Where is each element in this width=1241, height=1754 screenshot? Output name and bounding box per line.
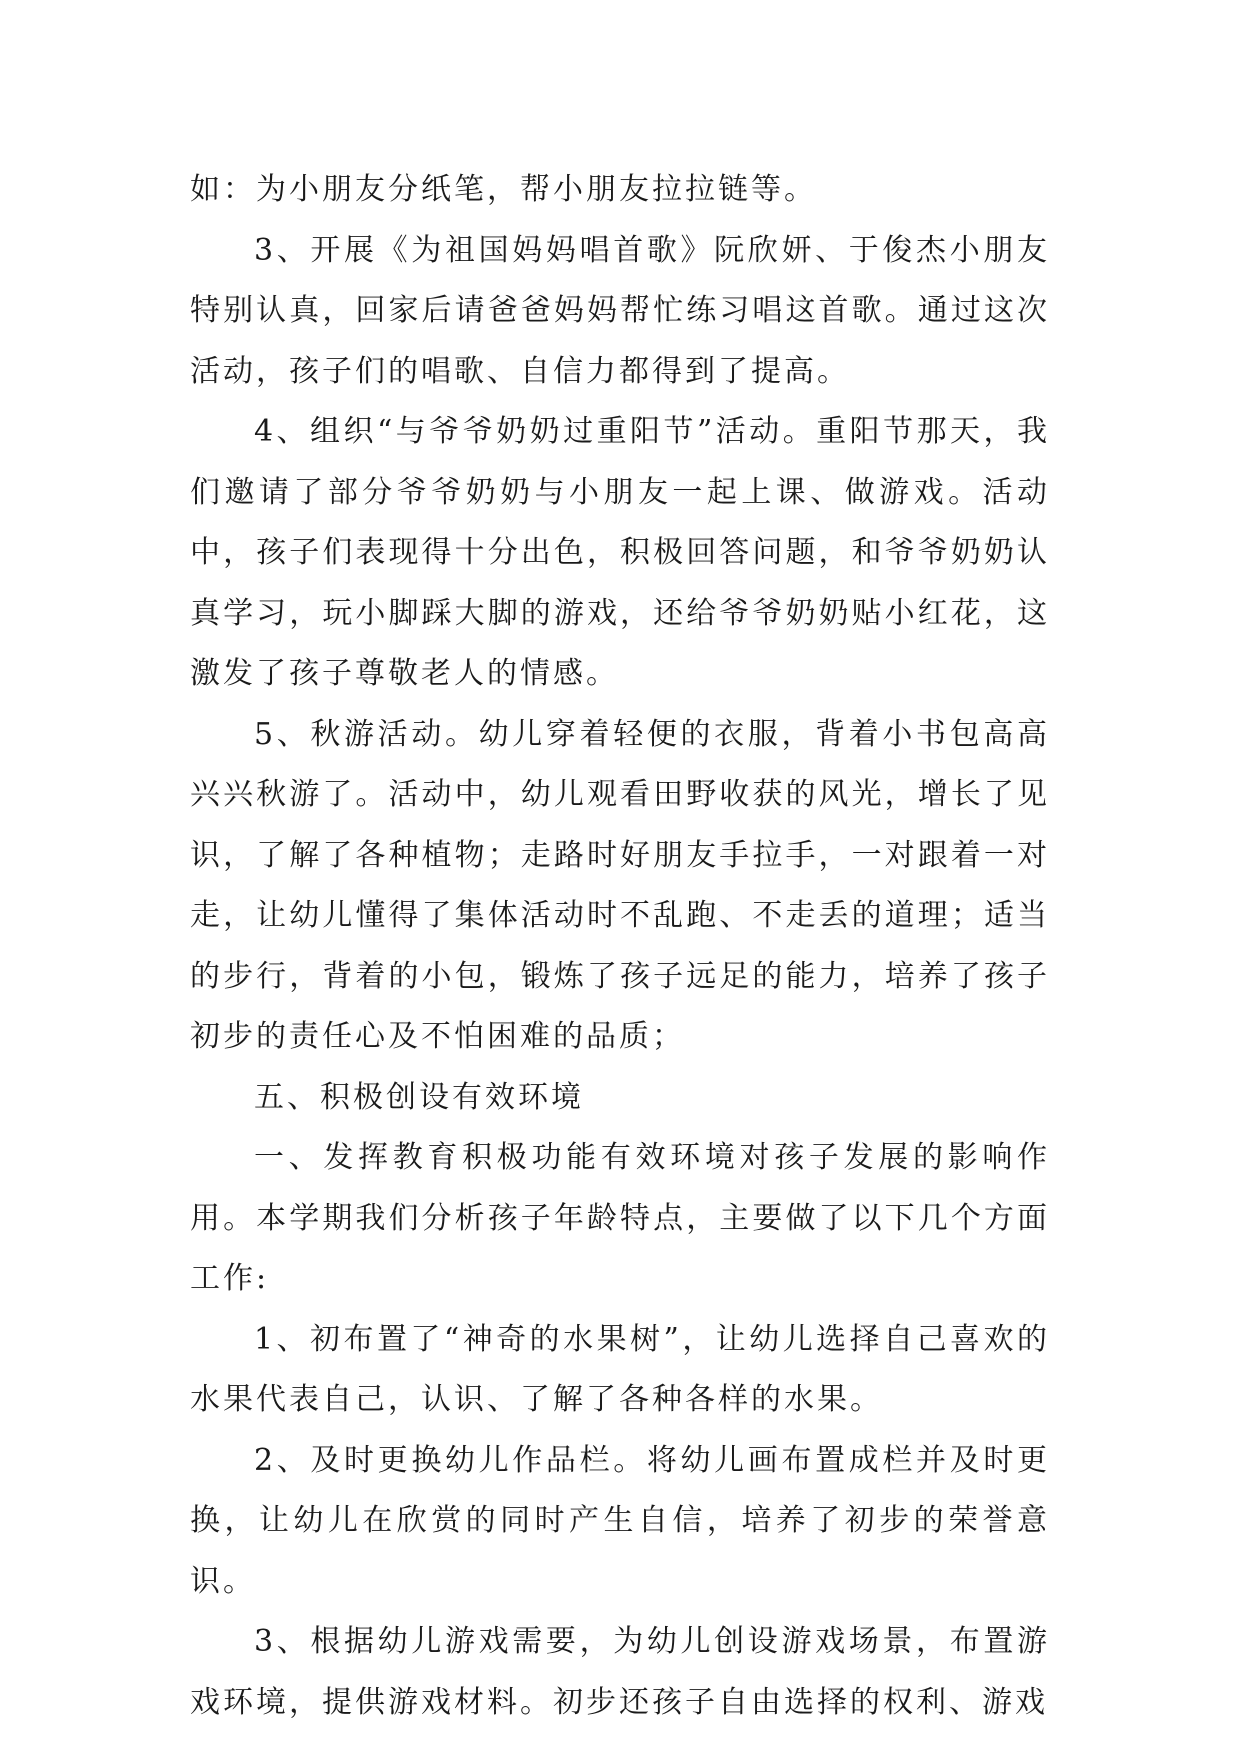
paragraph-item-2-artwork: 2、及时更换幼儿作品栏。将幼儿画布置成栏并及时更换，让幼儿在欣赏的同时产生自信，培养了初步的荣誉意识。 xyxy=(190,1442,1050,1599)
paragraph-subsection-one: 一、发挥教育积极功能有效环境对孩子发展的影响作用。本学期我们分析孩子年龄特点，主要做了以下几个方面工作: xyxy=(190,1140,1050,1296)
paragraph-item-3-song: 3、开展《为祖国妈妈唱首歌》阮欣妍、于俊杰小朋友特别认真，回家后请爸爸妈妈帮忙练习唱这首歌。通过这次活动，孩子们的唱歌、自信力都得到了提高。 xyxy=(190,232,1050,389)
paragraph-continuation: 如：为小朋友分纸笔，帮小朋友拉拉链等。 xyxy=(190,172,817,207)
paragraph-item-3-game-scene: 3、根据幼儿游戏需要，为幼儿创设游戏场景，布置游戏环境，提供游戏材料。初步还孩子自由选择的权利、游戏 xyxy=(190,1624,1050,1720)
paragraph-item-5-autumn-outing: 5、秋游活动。幼儿穿着轻便的衣服，背着小书包高高兴兴秋游了。活动中，幼儿观看田野收获的风光，增长了见识，了解了各种植物；走路时好朋友手拉手，一对跟着一对走，让幼儿懂得了集体活动时不乱跑、不走丢的道理；适当的步行，背着的小包，锻炼了孩子远足的能力，培养了孩子初步的责任心及不怕困难的品质； xyxy=(190,716,1050,1054)
document-body xyxy=(190,160,1050,1733)
paragraph-item-1-fruit-tree: 1、初布置了“神奇的水果树”，让幼儿选择自己喜欢的水果代表自己，认识、了解了各种各样的水果。 xyxy=(190,1321,1050,1417)
paragraph-item-4-double-ninth: 4、组织“与爷爷奶奶过重阳节”活动。重阳节那天，我们邀请了部分爷爷奶奶与小朋友一起上课、做游戏。活动中，孩子们表现得十分出色，积极回答问题，和爷爷奶奶认真学习，玩小脚踩大脚的游戏，还给爷爷奶奶贴小红花，这激发了孩子尊敬老人的情感。 xyxy=(190,414,1050,691)
section-heading-environment: 五、积极创设有效环境 xyxy=(254,1079,584,1115)
